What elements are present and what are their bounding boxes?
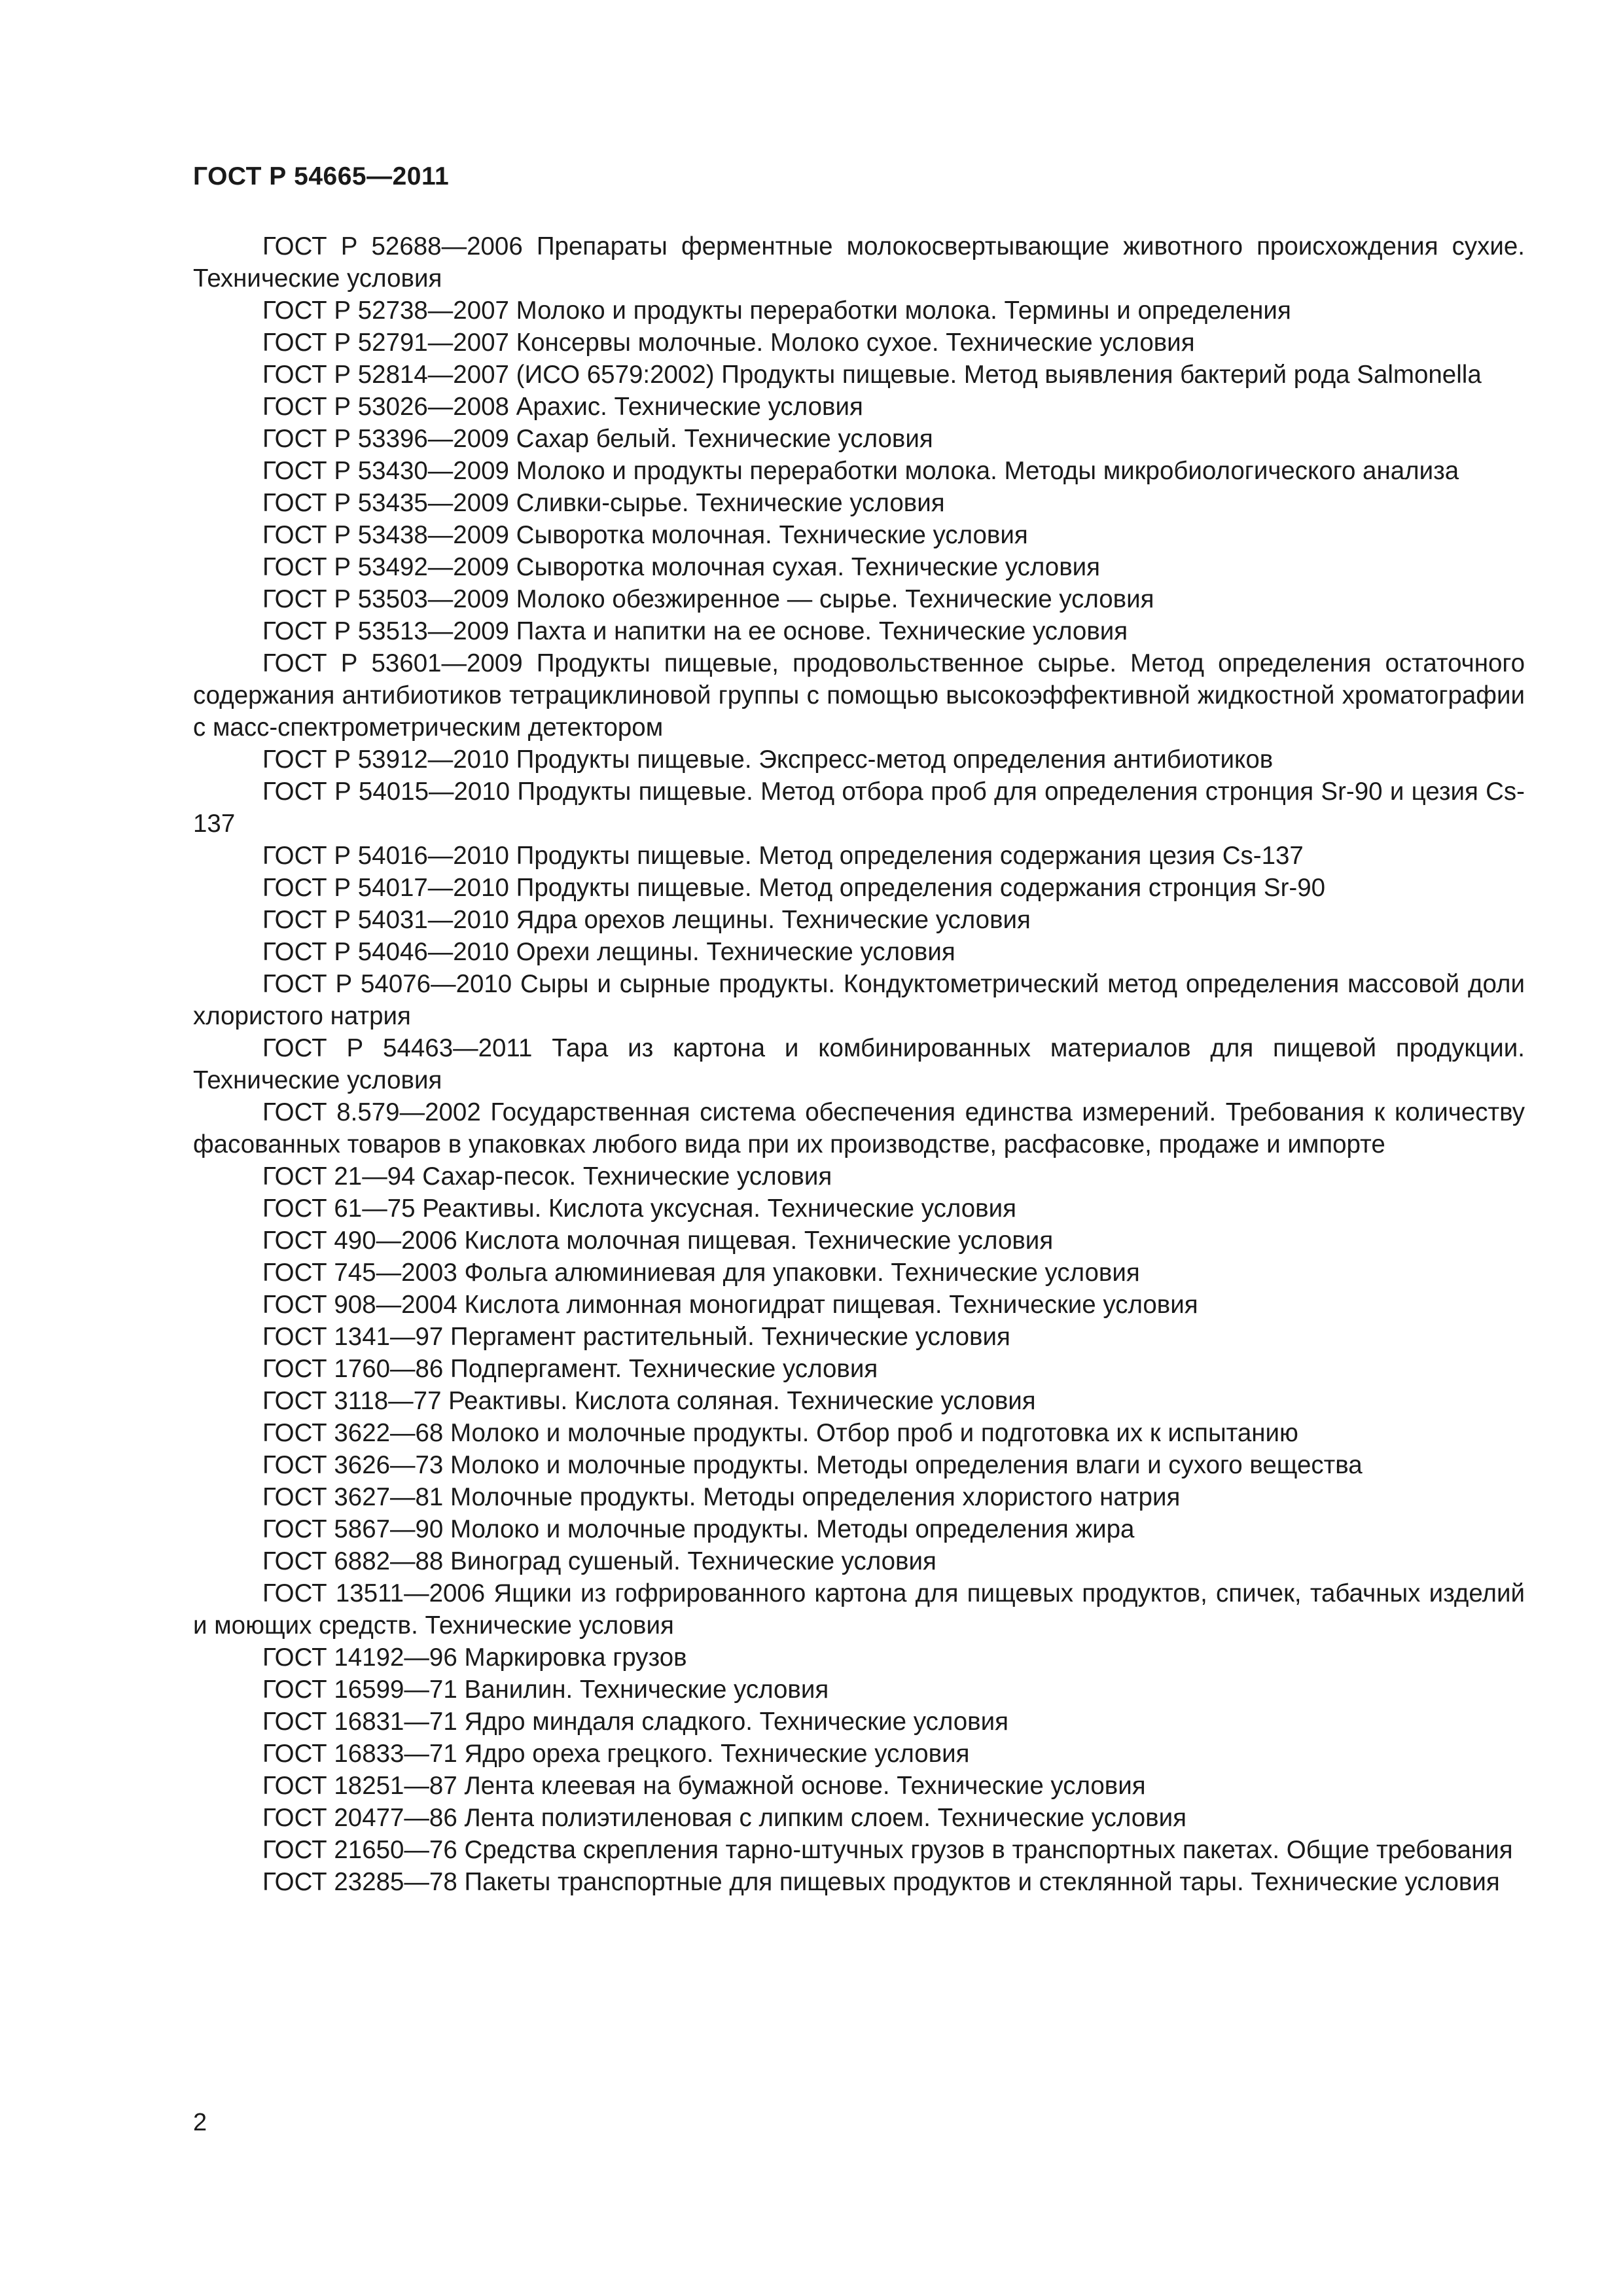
- reference-entry: ГОСТ Р 52814—2007 (ИСО 6579:2002) Продукты пищевые. Метод выявления бактерий рода Salmonella: [262, 361, 1482, 389]
- reference-entry: ГОСТ Р 54031—2010 Ядра орехов лещины. Технические условия: [262, 906, 1031, 934]
- reference-entry: ГОСТ Р 52738—2007 Молоко и продукты переработки молока. Термины и определения: [262, 296, 1291, 325]
- reference-entry: ГОСТ 1341—97 Пергамент растительный. Технические условия: [262, 1323, 1010, 1351]
- reference-entry: ГОСТ 20477—86 Лента полиэтиленовая с липким слоем. Технические условия: [262, 1804, 1186, 1832]
- reference-entry: ГОСТ 23285—78 Пакеты транспортные для пищевых продуктов и стеклянной тары. Технические условия: [262, 1868, 1500, 1896]
- reference-entry: ГОСТ Р 54017—2010 Продукты пищевые. Метод определения содержания стронция Sr-90: [262, 874, 1326, 902]
- reference-entry: ГОСТ 18251—87 Лента клеевая на бумажной основе. Технические условия: [262, 1772, 1146, 1800]
- reference-entry: ГОСТ 16599—71 Ванилин. Технические условия: [262, 1676, 829, 1704]
- reference-entry: ГОСТ 16831—71 Ядро миндаля сладкого. Технические условия: [262, 1708, 1008, 1736]
- reference-entry: ГОСТ Р 54463—2011 Тара из картона и комбинированных материалов для пищевой продукции. Технические условия: [193, 1034, 1525, 1094]
- page-number: 2: [193, 2109, 207, 2136]
- reference-entry: ГОСТ 61—75 Реактивы. Кислота уксусная. Технические условия: [262, 1194, 1016, 1223]
- reference-entry: ГОСТ Р 53503—2009 Молоко обезжиренное — сырье. Технические условия: [262, 585, 1154, 613]
- reference-entry: ГОСТ 13511—2006 Ящики из гофрированного картона для пищевых продуктов, спичек, табачных изделий и моющих средств. Технические условия: [193, 1579, 1525, 1640]
- reference-entry: ГОСТ Р 54046—2010 Орехи лещины. Технические условия: [262, 938, 955, 966]
- reference-entry: ГОСТ 3627—81 Молочные продукты. Методы определения хлористого натрия: [262, 1483, 1181, 1511]
- reference-entry: ГОСТ 5867—90 Молоко и молочные продукты. Методы определения жира: [262, 1515, 1135, 1543]
- document-title: ГОСТ Р 54665—2011: [193, 162, 450, 190]
- reference-entry: ГОСТ 745—2003 Фольга алюминиевая для упаковки. Технические условия: [262, 1259, 1140, 1287]
- reference-entry: ГОСТ 3118—77 Реактивы. Кислота соляная. Технические условия: [262, 1387, 1036, 1415]
- reference-entry: ГОСТ Р 53026—2008 Арахис. Технические условия: [262, 393, 863, 421]
- reference-entry: ГОСТ 14192—96 Маркировка грузов: [262, 1643, 687, 1672]
- reference-entry: ГОСТ Р 52688—2006 Препараты ферментные молокосвертывающие животного происхождения сухие. Технические условия: [193, 232, 1525, 293]
- reference-entry: ГОСТ 908—2004 Кислота лимонная моногидрат пищевая. Технические условия: [262, 1291, 1198, 1319]
- reference-entry: ГОСТ Р 53435—2009 Сливки-сырье. Технические условия: [262, 489, 945, 517]
- reference-entry: ГОСТ Р 54016—2010 Продукты пищевые. Метод определения содержания цезия Cs-137: [262, 842, 1304, 870]
- reference-entry: ГОСТ 21650—76 Средства скрепления тарно-штучных грузов в транспортных пакетах. Общие требования: [262, 1836, 1513, 1864]
- reference-entry: ГОСТ Р 54076—2010 Сыры и сырные продукты. Кондуктометрический метод определения массовой доли хлористого натрия: [193, 970, 1525, 1030]
- reference-entry: ГОСТ 1760—86 Подпергамент. Технические условия: [262, 1355, 878, 1383]
- reference-entry: ГОСТ 490—2006 Кислота молочная пищевая. Технические условия: [262, 1227, 1054, 1255]
- reference-entry: ГОСТ Р 53396—2009 Сахар белый. Технические условия: [262, 425, 933, 453]
- reference-entry: ГОСТ Р 53438—2009 Сыворотка молочная. Технические условия: [262, 521, 1028, 549]
- reference-entry: ГОСТ 21—94 Сахар-песок. Технические условия: [262, 1162, 832, 1191]
- reference-entry: ГОСТ 3622—68 Молоко и молочные продукты. Отбор проб и подготовка их к испытанию: [262, 1419, 1298, 1447]
- reference-entry: ГОСТ Р 53513—2009 Пахта и напитки на ее основе. Технические условия: [262, 617, 1128, 645]
- reference-entry: ГОСТ Р 53601—2009 Продукты пищевые, продовольственное сырье. Метод определения остаточного содержания антибиотиков тетрациклиновой группы с помощью высокоэффективной жидкостной хроматографии с масс-спектрометрическим детектором: [193, 649, 1525, 742]
- reference-entry: ГОСТ Р 52791—2007 Консервы молочные. Молоко сухое. Технические условия: [262, 329, 1195, 357]
- reference-entry: ГОСТ Р 54015—2010 Продукты пищевые. Метод отбора проб для определения стронция Sr-90 и цезия Cs-137: [193, 778, 1525, 838]
- reference-entry: ГОСТ Р 53492—2009 Сыворотка молочная сухая. Технические условия: [262, 553, 1101, 581]
- reference-entry: ГОСТ 16833—71 Ядро ореха грецкого. Технические условия: [262, 1740, 970, 1768]
- reference-entry: ГОСТ 6882—88 Виноград сушеный. Технические условия: [262, 1547, 936, 1575]
- reference-entry: ГОСТ Р 53430—2009 Молоко и продукты переработки молока. Методы микробиологического анализа: [262, 457, 1459, 485]
- normative-references-list: [193, 230, 1525, 1898]
- reference-entry: ГОСТ Р 53912—2010 Продукты пищевые. Экспресс-метод определения антибиотиков: [262, 745, 1274, 774]
- reference-entry: ГОСТ 3626—73 Молоко и молочные продукты. Методы определения влаги и сухого вещества: [262, 1451, 1363, 1479]
- reference-entry: ГОСТ 8.579—2002 Государственная система обеспечения единства измерений. Требования к количеству фасованных товаров в упаковках любого вида при их производстве, расфасовке, продаже и импорте: [193, 1098, 1525, 1158]
